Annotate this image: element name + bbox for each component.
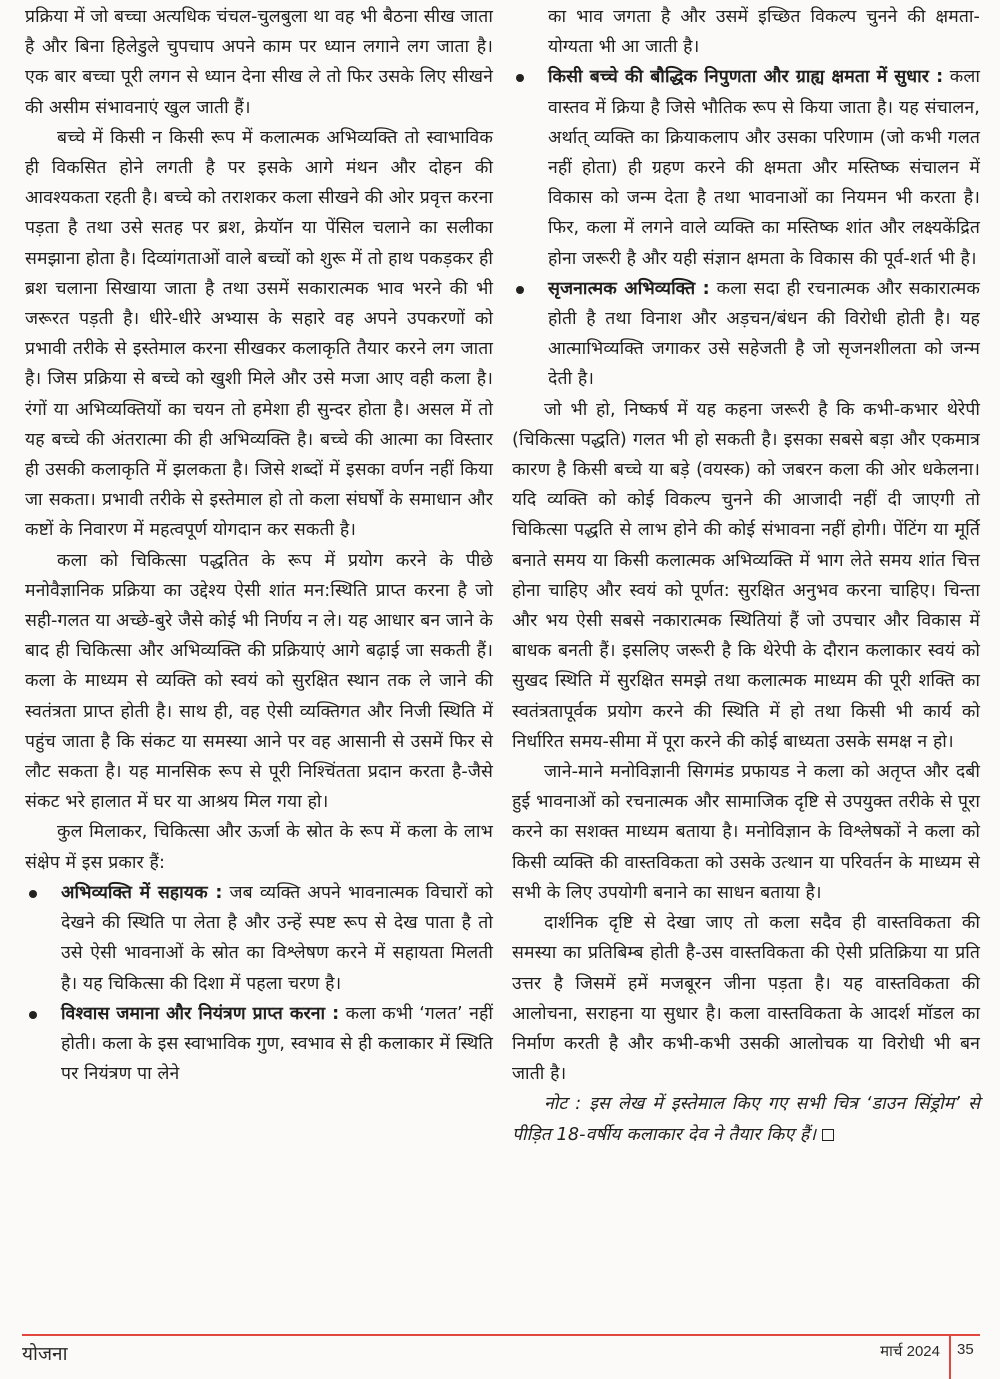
paragraph: प्रक्रिया में जो बच्चा अत्यधिक चंचल-चुलबुला था वह भी बैठना सीख जाता है और बिना हिलेडुले चुपचाप अपने काम पर ध्यान लगाने लग जाता है। एक बार बच्चा पूरी लगन से ध्यान देना सीख ले तो फिर उसके लिए सीखने की असीम संभावनाएं खुल जाती हैं। xyxy=(25,7,493,118)
bullet-text: कला कभी ‘गलत’ नहीं होती। कला के इस स्वाभाविक गुण, स्वभाव से ही कलाकार में स्थिति पर नियंत्रण पा लेने xyxy=(61,1003,493,1085)
page-number: 35 xyxy=(957,1341,974,1358)
paragraph: दार्शनिक दृष्टि से देखा जाए तो कला सदैव ही वास्तविकता की समस्या का प्रतिबिम्ब होती है-उस वास्तविकता की ऐसी प्रतिक्रिया या प्रति उत्तर है जिसमें हमें मजबूरन जीना पड़ता है। यह वास्तविकता की आलोचना, सराहना या सुधार है। कला वास्तविकता के आदर्श मॉडल का निर्माण करती है और कभी-कभी उसकी आलोचक या विरोधी भी बन जाती है। xyxy=(512,913,980,1085)
bullet-title: सृजनात्मक अभिव्यक्ति : xyxy=(548,278,710,299)
bullet-icon xyxy=(516,74,524,82)
bullet-title: विश्वास जमाना और नियंत्रण प्राप्त करना : xyxy=(61,1003,340,1024)
bullet-continuation: का भाव जगता है और उसमें इच्छित विकल्प चुनने की क्षमता-योग्यता भी आ जाती है। xyxy=(548,7,980,58)
author-note xyxy=(512,1089,980,1149)
footer-page-divider xyxy=(949,1335,951,1379)
bullet-item xyxy=(25,999,493,1090)
paragraph: जो भी हो, निष्कर्ष में यह कहना जरूरी है कि कभी-कभार थेरेपी (चिकित्सा पद्धति) गलत भी हो सकती है। इसका सबसे बड़ा और एकमात्र कारण है किसी बच्चे या बड़े (वयस्क) को जबरन कला की ओर धकेलना। यदि व्यक्ति को कोई विकल्प चुनने की आजादी नहीं दी जाएगी तो चिकित्सा पद्धति से लाभ होने की कोई संभावना नहीं होगी। पेंटिंग या मूर्ति बनाते समय या किसी कलात्मक अभिव्यक्ति में भाग लेते समय शांत चित्त होना चाहिए और स्वयं को पूर्णत: सुरक्षित अनुभव करना चाहिए। चिन्ता और भय ऐसी सबसे नकारात्मक स्थितियां हैं जो उपचार और विकास में बाधक बनती हैं। इसलिए जरूरी है कि थेरेपी के दौरान कलाकार स्वयं को सुखद स्थिति में सुरक्षित समझे तथा कलात्मक माध्यम की पूरी शक्ति का स्वतंत्रतापूर्वक प्रयोग करने की स्थिति में हो तथा किसी भी कार्य को निर्धारित समय-सीमा में पूरा करने की कोई बाध्यता उसके समक्ष न हो। xyxy=(512,399,980,752)
publication-name: योजना xyxy=(22,1344,68,1365)
issue-date: मार्च 2024 xyxy=(880,1343,940,1360)
bullet-title: अभिव्यक्ति में सहायक : xyxy=(61,882,223,903)
paragraph: कला को चिकित्सा पद्धतित के रूप में प्रयोग करने के पीछे मनोवैज्ञानिक प्रक्रिया का उद्देश्य ऐसी शांत मन:स्थिति प्राप्त करना है जो सही-गलत या अच्छे-बुरे जैसे कोई भी निर्णय न ले। यह आधार बन जाने के बाद ही चिकित्सा और अभिव्यक्ति की प्रक्रियाएं आगे बढ़ाई जा सकती हैं। कला के माध्यम से व्यक्ति को स्वयं को सुरक्षित स्थान तक ले जाने की स्वतंत्रता प्राप्त होती है। साथ ही, वह ऐसी व्यक्तिगत और निजी स्थिति में पहुंच जाता है कि संकट या समस्या आने पर वह आसानी से उसमें फिर से लौट सकता है। यह मानसिक रूप से पूरी निश्चिंतता प्रदान करता है-जैसे संकट भरे हालात में घर या आश्रय मिल गया हो। xyxy=(25,550,493,813)
paragraph: जाने-माने मनोविज्ञानी सिगमंड प्रफायड ने कला को अतृप्त और दबी हुई भावनाओं को रचनात्मक और सामाजिक दृष्टि से उपयुक्त तरीके से पूरा करने का सशक्त माध्यम बताया है। मनोविज्ञान के विश्लेषकों ने कला को किसी व्यक्ति की वास्तविकता को उसके उत्थान या परिवर्तन के माध्यम से सभी के लिए उपयोगी बनाने का साधन बताया है। xyxy=(512,762,980,903)
bullet-item xyxy=(512,274,980,395)
end-of-article-icon xyxy=(822,1129,834,1141)
bullet-icon xyxy=(29,890,37,898)
bullet-icon xyxy=(29,1011,37,1019)
bullet-text: कला वास्तव में क्रिया है जिसे भौतिक रूप से किया जाता है। यह संचालन, अर्थात् व्यक्ति का क्रियाकलाप और उसका परिणाम (जो कभी गलत नहीं होता) ही ग्रहण करने की क्षमता और मस्तिष्क संचालन में विकास को जन्म देता है तथा भावनाओं का नियमन भी करता है। फिर, कला में लगने वाले व्यक्ति का मस्तिष्क शांत और लक्ष्यकेंद्रित होना जरूरी है और यही संज्ञान क्षमता के विकास की पूर्व-शर्त भी है। xyxy=(548,67,981,269)
note-text: नोट : इस लेख में इस्तेमाल किए गए सभी चित्र ‘डाउन सिंड्रोम’ से पीड़ित 18-वर्षीय कलाकार देव ने तैयार किए हैं। xyxy=(512,1094,980,1145)
bullet-item xyxy=(25,878,493,999)
paragraph: बच्चे में किसी न किसी रूप में कलात्मक अभिव्यक्ति तो स्वाभाविक ही विकसित होने लगती है पर इसके आगे मंथन और दोहन की आवश्यकता रहती है। बच्चे को तराशकर कला सीखने की ओर प्रवृत्त करना पड़ता है तथा उसे सतह पर ब्रश, क्रेयॉन या पेंसिल चलाने का सलीका समझाना होता है। दिव्यांगताओं वाले बच्चों को शुरू में तो हाथ पकड़कर ही ब्रश चलाना सिखाया जाता है तथा उसमें सकारात्मक भाव भरने की भी जरूरत पड़ती है। धीरे-धीरे अभ्यास के सहारे वह अपने उपकरणों को प्रभावी तरीके से इस्तेमाल करना सीखकर कलाकृति तैयार करने लग जाता है। जिस प्रक्रिया से बच्चे को खुशी मिले और उसे मजा आए वही कला है। रंगों या अभिव्यक्तियों का चयन तो हमेशा ही सुन्दर होता है। असल में तो यह बच्चे की अंतरात्मा की ही अभिव्यक्ति है। बच्चे की आत्मा का विस्तार ही उसकी कलाकृति में झलकता है। जिसे शब्दों में इसका वर्णन नहीं किया जा सकता। प्रभावी तरीके से इस्तेमाल हो तो कला संघर्षों के समाधान और कष्टों के निवारण में महत्वपूर्ण योगदान कर सकती है। xyxy=(25,127,493,541)
bullet-text: कला सदा ही रचनात्मक और सकारात्मक होती है तथा विनाश और अड़चन/बंधन की विरोधी होती है। यह आत्माभिव्यक्ति जगाकर उसे सहेजती है जो सृजनशीलता को जन्म देती है। xyxy=(548,278,981,390)
bullet-title: किसी बच्चे की बौद्धिक निपुणता और ग्राह्य क्षमता में सुधार : xyxy=(548,67,944,88)
right-column xyxy=(512,2,980,1150)
bullet-text: जब व्यक्ति अपने भावनात्मक विचारों को देखने की स्थिति पा लेता है और उन्हें स्पष्ट रूप से देख पाता है तो उसे ऐसी भावनाओं के स्रोत का विश्लेषण करने में सहायता मिलती है। यह चिकित्सा की दिशा में पहला चरण है। xyxy=(61,882,493,994)
bullet-item xyxy=(512,62,980,273)
left-column xyxy=(25,2,493,1089)
paragraph: कुल मिलाकर, चिकित्सा और ऊर्जा के स्रोत के रूप में कला के लाभ संक्षेप में इस प्रकार हैं: xyxy=(25,822,493,873)
footer-divider xyxy=(22,1334,980,1336)
bullet-icon xyxy=(516,286,524,294)
